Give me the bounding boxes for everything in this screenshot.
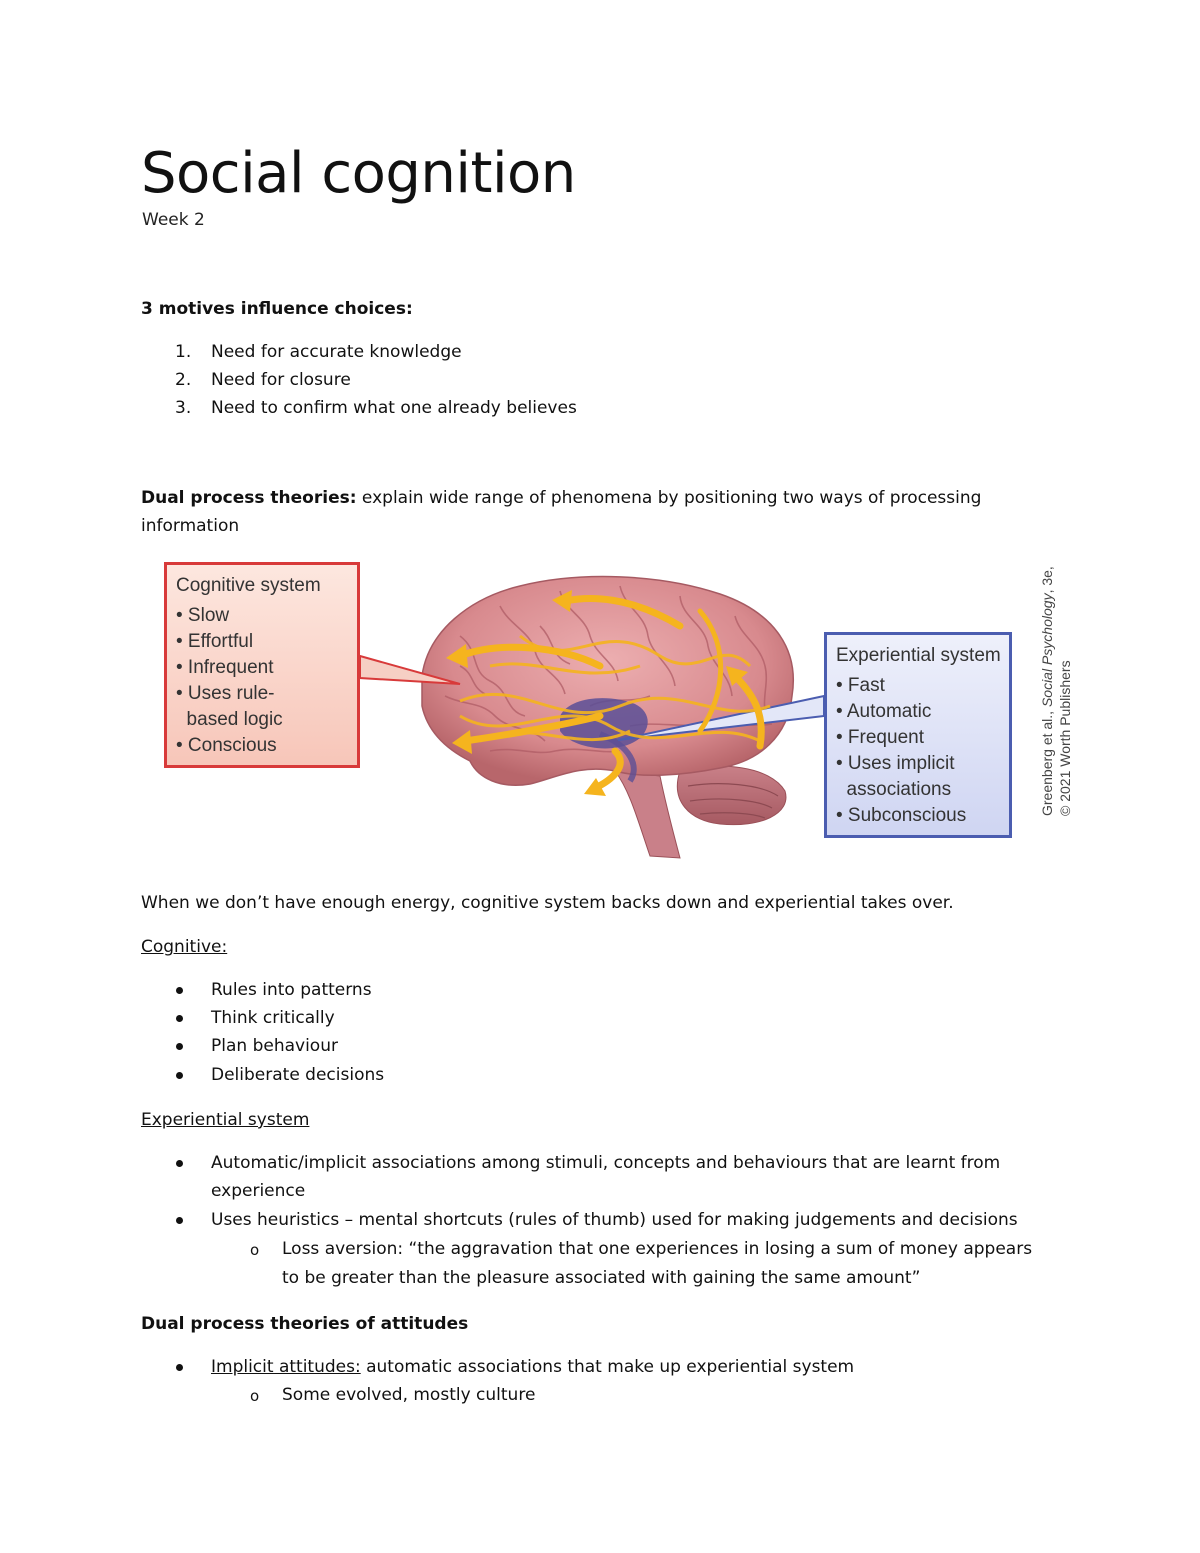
sub-bullet-marker: o — [250, 1241, 260, 1259]
credit-authors: Greenberg et al., — [1039, 707, 1055, 816]
cognitive-system-box — [164, 562, 360, 768]
list-item — [211, 1353, 854, 1381]
cognitive-box-item: • Conscious — [176, 735, 277, 756]
list-item-continued: experience — [211, 1181, 306, 1201]
energy-sentence: When we don’t have enough energy, cognitive system backs down and experiential takes over. — [141, 893, 954, 913]
experiential-box-item: • Automatic — [836, 701, 932, 722]
motives-heading: 3 motives influence choices: — [141, 299, 413, 319]
list-item: Plan behaviour — [211, 1036, 338, 1056]
cognitive-box-item: • Slow — [176, 605, 230, 626]
cognitive-box-title: Cognitive system — [176, 575, 321, 596]
experiential-box-item: • Frequent — [836, 727, 924, 748]
credit-publisher: © 2021 Worth Publishers — [1057, 660, 1073, 816]
experiential-box-item: • Uses implicit — [836, 753, 955, 774]
list-item: Need for accurate knowledge — [211, 342, 462, 362]
bullet-dot — [176, 1160, 183, 1167]
list-item: Rules into patterns — [211, 980, 372, 1000]
list-item: Need for closure — [211, 370, 351, 390]
bullet-dot — [176, 1364, 183, 1371]
bullet-dot — [176, 987, 183, 994]
list-item: Need to confirm what one already believes — [211, 398, 577, 418]
cognitive-heading: Cognitive: — [141, 937, 228, 957]
implicit-attitudes-text: automatic associations that make up experiential system — [360, 1357, 855, 1377]
bullet-dot — [176, 1043, 183, 1050]
implicit-attitudes-label: Implicit attitudes: — [211, 1357, 361, 1377]
cognitive-box-item: • Uses rule- — [176, 683, 275, 704]
experiential-system-box — [824, 632, 1012, 838]
list-item: Uses heuristics – mental shortcuts (rules of thumb) used for making judgements and decisions — [211, 1210, 1018, 1230]
cognitive-box-item: based logic — [176, 709, 283, 730]
list-item: Automatic/implicit associations among stimuli, concepts and behaviours that are learnt from — [211, 1153, 1001, 1173]
credit-edition: , 3e, — [1039, 566, 1055, 594]
experiential-box-title: Experiential system — [836, 645, 1001, 666]
experiential-box-item: • Subconscious — [836, 805, 967, 826]
bullet-dot — [176, 1217, 183, 1224]
sub-bullet-marker: o — [250, 1387, 260, 1405]
sub-list-item: Loss aversion: “the aggravation that one experiences in losing a sum of money appears — [282, 1239, 1033, 1259]
brain-figure — [160, 556, 1073, 866]
list-marker: 1. — [175, 342, 192, 362]
bullet-dot — [176, 1072, 183, 1079]
list-marker: 3. — [175, 398, 192, 418]
figure-credit-text — [1038, 526, 1074, 816]
attitudes-heading: Dual process theories of attitudes — [141, 1314, 469, 1334]
brainstem-shape — [615, 771, 680, 858]
experiential-box-item: associations — [836, 779, 952, 800]
sub-list-item: Some evolved, mostly culture — [282, 1385, 536, 1405]
list-item: Think critically — [211, 1008, 335, 1028]
figure-credit — [1030, 564, 1073, 854]
dual-process-heading: Dual process theories: — [141, 488, 357, 508]
experiential-box-item: • Fast — [836, 675, 885, 696]
list-marker: 2. — [175, 370, 192, 390]
list-item: Deliberate decisions — [211, 1065, 385, 1085]
page-subtitle: Week 2 — [142, 210, 205, 230]
dual-process-text-continued: information — [141, 516, 240, 536]
dual-process-text: explain wide range of phenomena by positioning two ways of processing — [356, 488, 982, 508]
experiential-heading: Experiential system — [141, 1110, 310, 1130]
dual-process-paragraph — [141, 484, 981, 512]
page-title: Social cognition — [141, 141, 576, 206]
cognitive-box-item: • Effortful — [176, 631, 254, 652]
bullet-dot — [176, 1015, 183, 1022]
credit-book-title: Social Psychology — [1039, 593, 1055, 708]
sub-list-item-continued: to be greater than the pleasure associated with gaining the same amount” — [282, 1268, 921, 1288]
cognitive-box-item: • Infrequent — [176, 657, 274, 678]
cerebellum-shape — [677, 766, 786, 825]
